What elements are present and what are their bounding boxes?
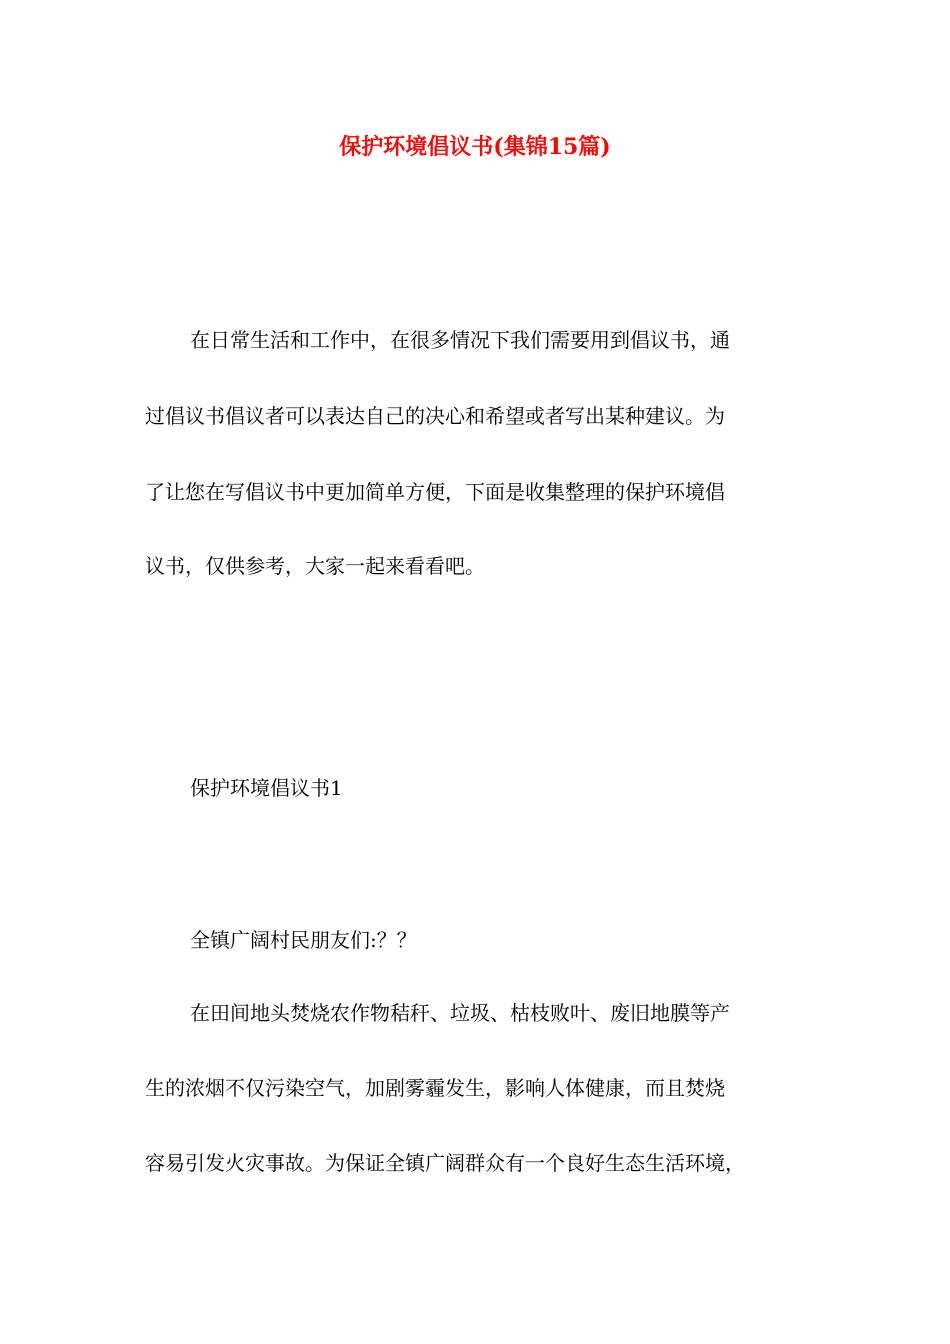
document-title: 保护环境倡议书(集锦15篇) — [339, 134, 611, 160]
intro-line-1: 在日常生活和工作中，在很多情况下我们需要用到倡议书，通 — [190, 328, 730, 352]
intro-line-3: 了让您在写倡议书中更加简单方便，下面是收集整理的保护环境倡 — [145, 480, 725, 504]
body-line-1: 在田间地头焚烧农作物秸秆、垃圾、枯枝败叶、废旧地膜等产 — [190, 1001, 730, 1025]
intro-line-4: 议书，仅供参考，大家一起来看看吧。 — [145, 554, 485, 578]
body-line-3: 容易引发火灾事故。为保证全镇广阔群众有一个良好生态生活环境， — [145, 1151, 745, 1175]
body-line-2: 生的浓烟不仅污染空气，加剧雾霾发生，影响人体健康，而且焚烧 — [145, 1076, 725, 1100]
intro-line-2: 过倡议书倡议者可以表达自己的决心和希望或者写出某种建议。为 — [145, 404, 725, 428]
salutation: 全镇广阔村民朋友们:？？ — [190, 928, 417, 952]
section-heading: 保护环境倡议书1 — [190, 776, 343, 800]
